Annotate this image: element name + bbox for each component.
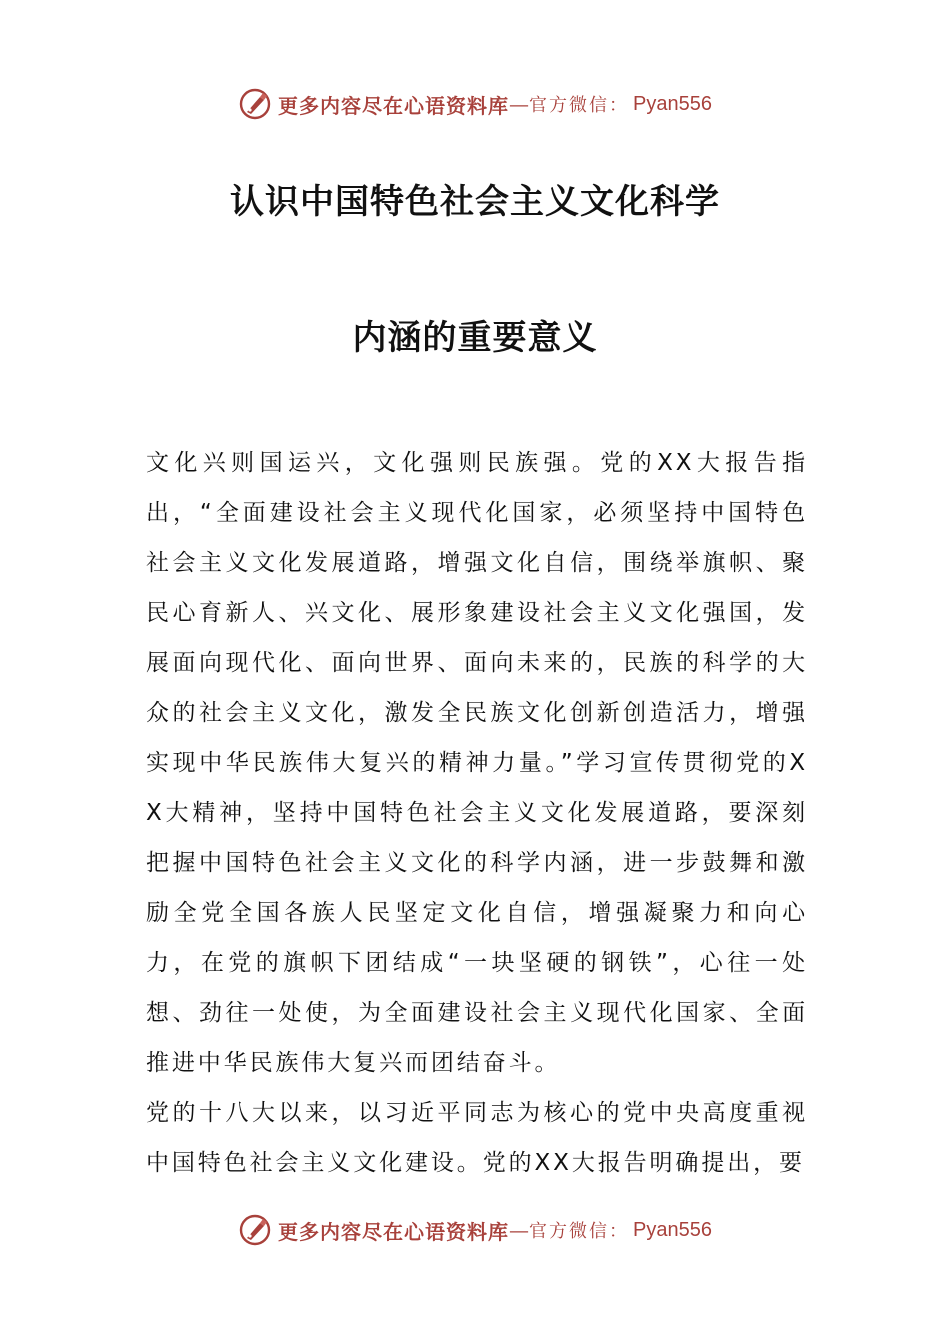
watermark-separator: — — [509, 92, 530, 116]
watermark-main-text: 更多内容尽在心语资料库 — [278, 1219, 510, 1244]
watermark-main-text: 更多内容尽在心语资料库 — [278, 93, 510, 118]
document-body — [146, 438, 808, 1188]
watermark-separator: — — [509, 1218, 530, 1242]
fountain-pen-logo-icon — [238, 87, 272, 121]
watermark-wechat-id: Pyan556 — [633, 92, 712, 115]
document-title-line-1: 认识中国特色社会主义文化科学 — [230, 182, 720, 222]
footer-watermark — [0, 1208, 950, 1252]
header-watermark — [0, 82, 950, 126]
watermark-label: 官方微信： — [529, 95, 630, 116]
watermark-label: 官方微信： — [529, 1221, 630, 1242]
watermark-wechat-id: Pyan556 — [633, 1218, 712, 1241]
document-title-line-2: 内涵的重要意义 — [352, 318, 598, 358]
fountain-pen-logo-icon — [238, 1213, 272, 1247]
body-paragraph-1: 文化兴则国运兴，文化强则民族强。党的XX大报告指出，“全面建设社会主义现代化国家，必须坚持中国特色社会主义文化发展道路，增强文化自信，围绕举旗帜、聚民心育新人、兴文化、展形象建设社会主义文化强国，发展面向现代化、面向世界、面向未来的，民族的科学的大众的社会主义文化，激发全民族文化创新创造活力，增强实现中华民族伟大复兴的精神力量。”学习宣传贯彻党的XX大精神，坚持中国特色社会主义文化发展道路，要深刻把握中国特色社会主义文化的科学内涵，进一步鼓舞和激励全党全国各族人民坚定文化自信，增强凝聚力和向心力，在党的旗帜下团结成“一块坚硬的钢铁”，心往一处想、劲往一处使，为全面建设社会主义现代化国家、全面推进中华民族伟大复兴而团结奋斗。 — [146, 450, 808, 1076]
body-paragraph-2: 党的十八大以来，以习近平同志为核心的党中央高度重视中国特色社会主义文化建设。党的XX大报告明确提出，要 — [146, 1100, 808, 1176]
